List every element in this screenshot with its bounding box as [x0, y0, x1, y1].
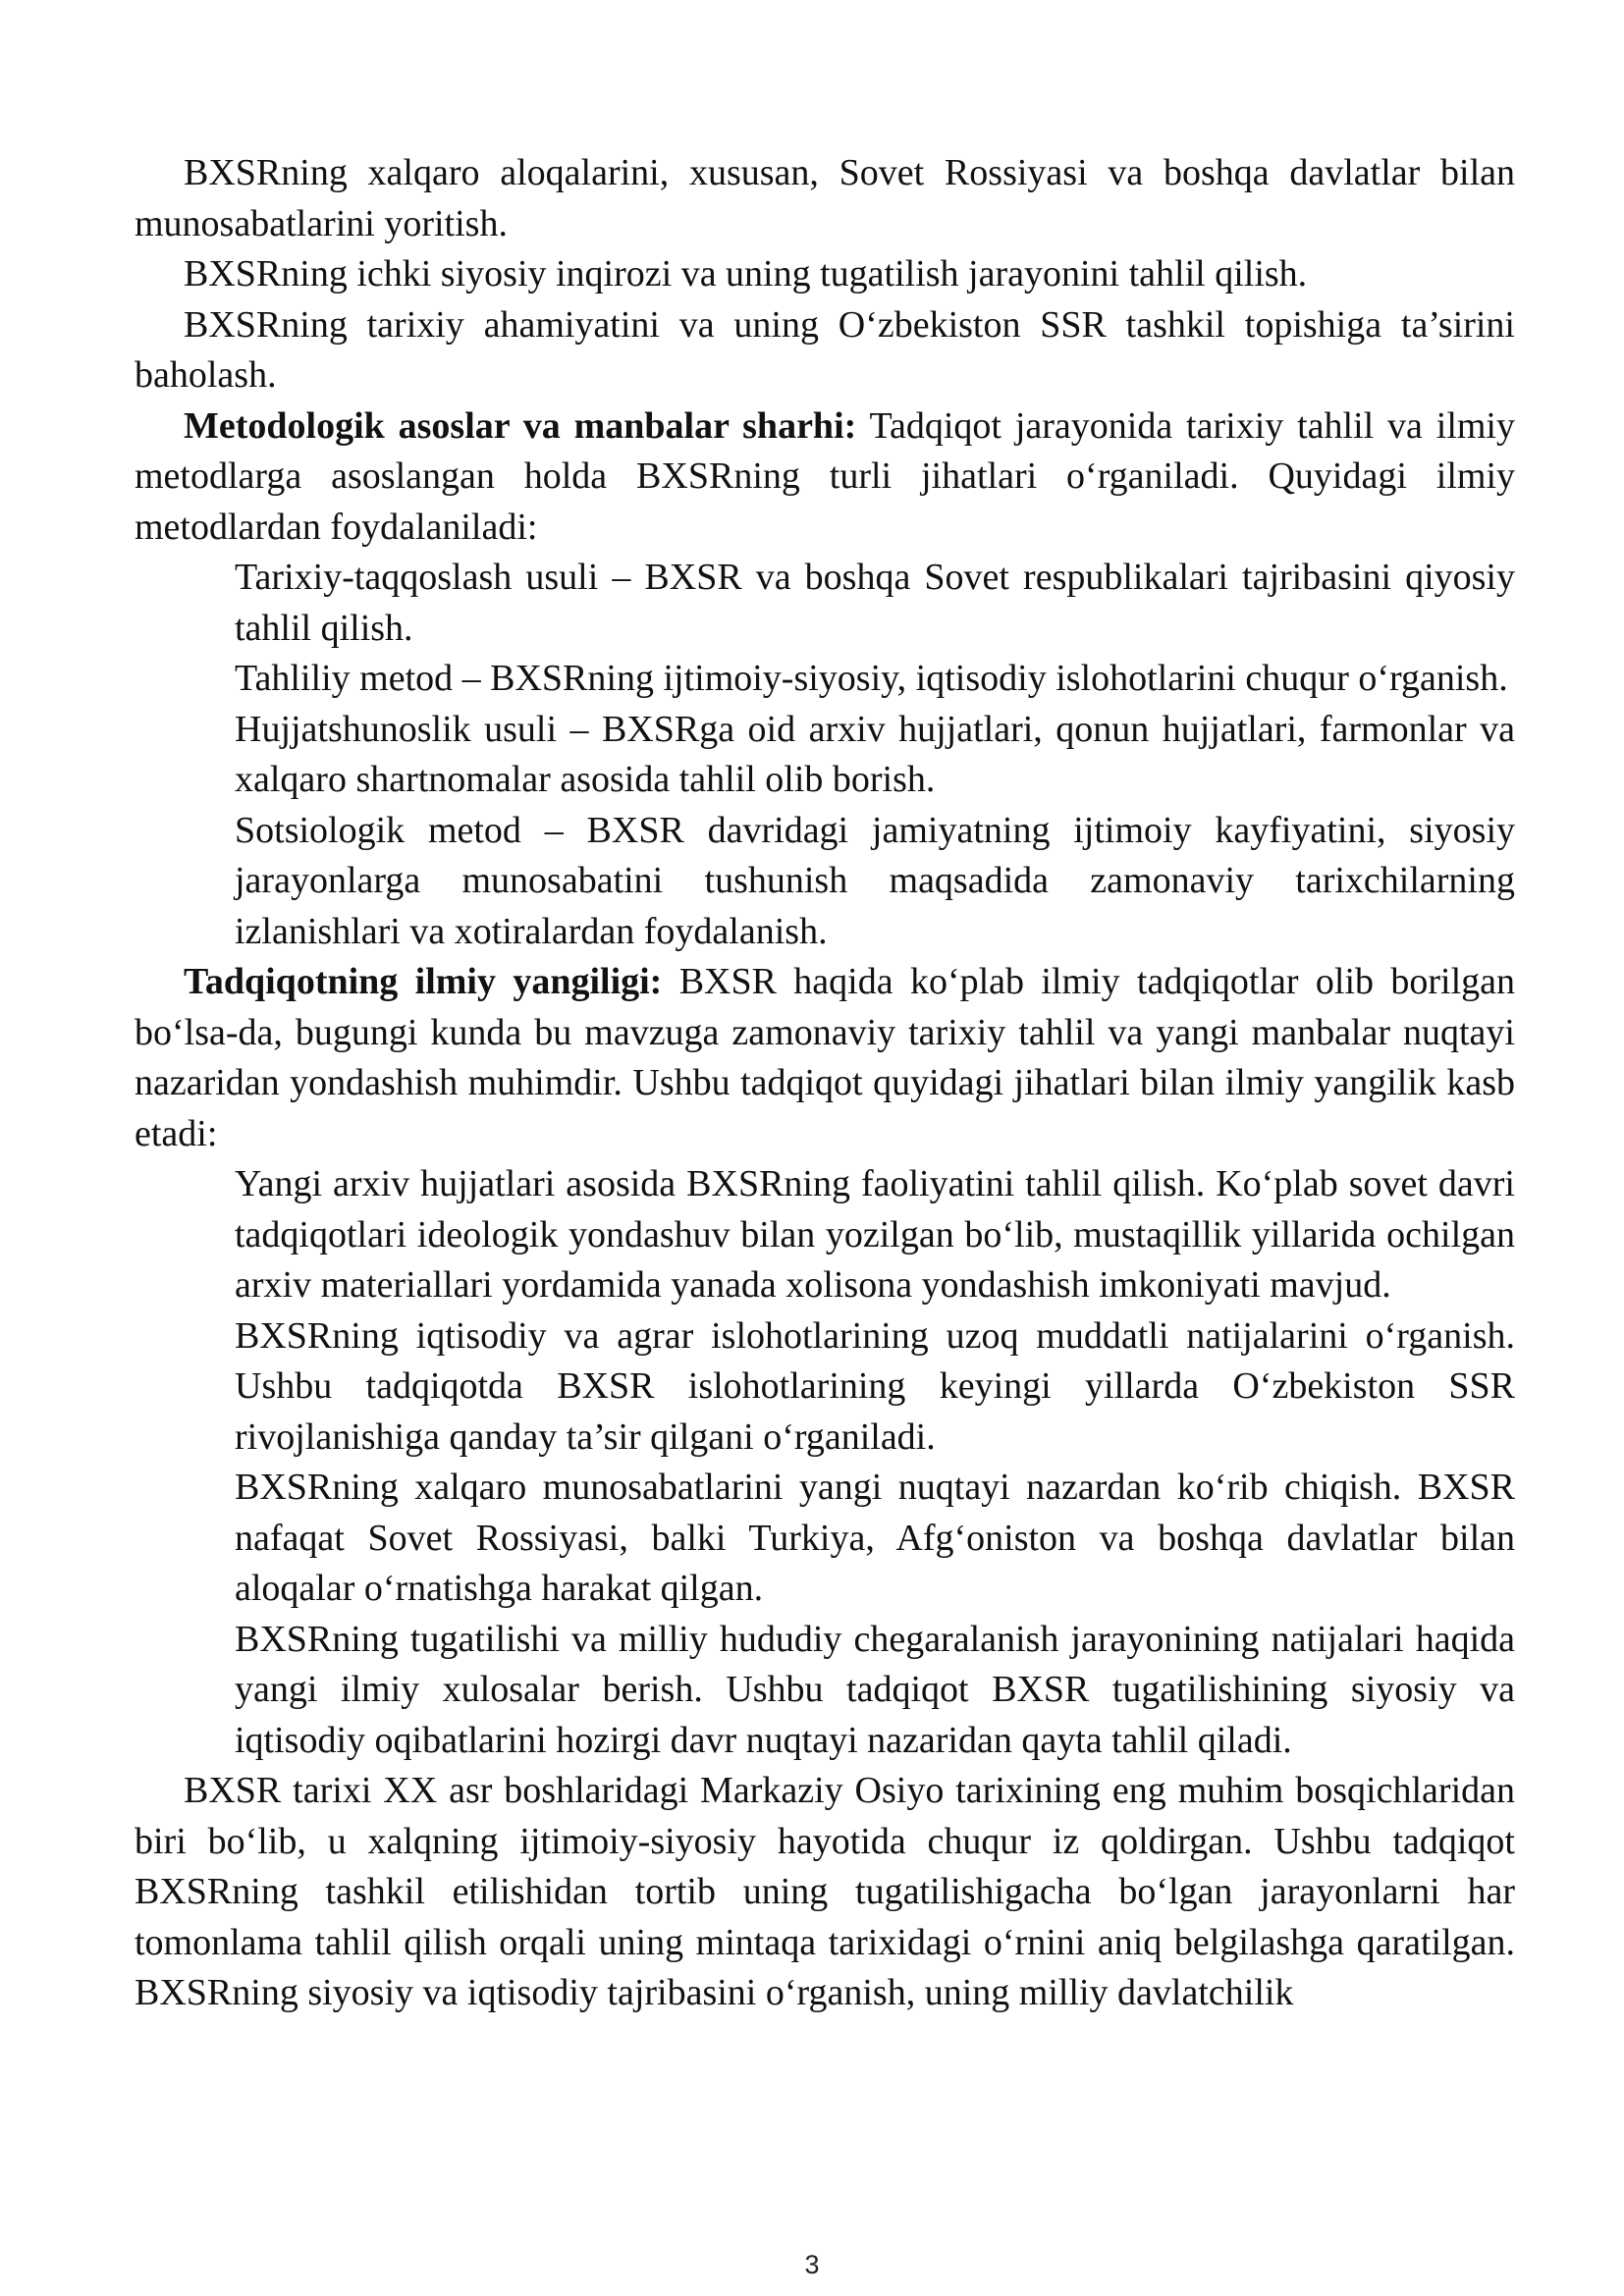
novelty-list-item: BXSRning xalqaro munosabatlarini yangi nuqtayi nazardan ko‘rib chiqish. BXSR nafaqat Sovet Rossiyasi, balki Turkiya, Afg‘oniston va boshqa davlatlar bilan aloqalar o‘rnatishga harakat qilgan. — [235, 1467, 1515, 1609]
document-page — [135, 148, 1515, 2019]
novelty-list-item: BXSRning tugatilishi va milliy hududiy chegaralanish jarayonining natijalari haqida yangi ilmiy xulosalar berish. Ushbu tadqiqot BXSR tugatilishining siyosiy va iqtisodiy oqibatlarini hozirgi davr nuqtayi nazaridan qayta tahlil qiladi. — [235, 1618, 1515, 1761]
conclusion-paragraph: BXSR tarixi XX asr boshlaridagi Markaziy Osiyo tarixining eng muhim bosqichlaridan biri bo‘lib, u xalqning ijtimoiy-siyosiy hayotida chuqur iz qoldirgan. Ushbu tadqiqot BXSRning tashkil etilishidan tortib uning tugatilishigacha bo‘lgan jarayonlarni har tomonlama tahlil qilish orqali uning mintaqa tarixidagi o‘rnini aniq belgilashga qaratilgan. BXSRning siyosiy va iqtisodiy tajribasini o‘rganish, uning milliy davlatchilik — [135, 1770, 1515, 2013]
page-number: 3 — [804, 2250, 820, 2279]
methodology-list-item: Tarixiy-taqqoslash usuli – BXSR va boshqa Sovet respublikalari tajribasini qiyosiy tahlil qilish. — [235, 557, 1515, 649]
methodology-paragraph — [135, 401, 1515, 554]
novelty-list-item: Yangi arxiv hujjatlari asosida BXSRning faoliyatini tahlil qilish. Ko‘plab sovet davri tadqiqotlari ideologik yondashuv bilan yozilgan bo‘lib, mustaqillik yillarida ochilgan arxiv materiallari yordamida yanada xolisona yondashish imkoniyati mavjud. — [235, 1163, 1515, 1306]
goal-paragraph: BXSRning tarixiy ahamiyatini va uning O‘zbekiston SSR tashkil topishiga ta’sirini baholash. — [135, 303, 1515, 396]
goal-paragraph: BXSRning xalqaro aloqalarini, xususan, Sovet Rossiyasi va boshqa davlatlar bilan munosabatlarini yoritish. — [135, 152, 1515, 244]
methodology-heading: Metodologik asoslar va manbalar sharhi: — [184, 404, 857, 447]
novelty-heading: Tadqiqotning ilmiy yangiligi: — [184, 961, 663, 1002]
novelty-list-item: BXSRning iqtisodiy va agrar islohotlarining uzoq muddatli natijalarini o‘rganish. Ushbu tadqiqotda BXSR islohotlarining keyingi yillarda O‘zbekiston SSR rivojlanishiga qanday ta’sir qilgani o‘rganiladi. — [235, 1314, 1515, 1458]
methodology-list-item: Sotsiologik metod – BXSR davridagi jamiyatning ijtimoiy kayfiyatini, siyosiy jarayonlarga munosabatini tushunish maqsadida zamonaviy tarixchilarning izlanishlari va xotiralardan foydalanish. — [235, 809, 1515, 952]
novelty-text: BXSR haqida ko‘plab ilmiy tadqiqotlar olib borilgan bo‘lsa-da, bugungi kunda bu mavzuga zamonaviy tarixiy tahlil va yangi manbalar nuqtayi nazaridan yondashish muhimdir. Ushbu tadqiqot quyidagi jihatlari bilan ilmiy yangilik kasb etadi: — [135, 961, 1515, 1154]
novelty-paragraph — [135, 957, 1515, 1159]
methodology-text: Tadqiqot jarayonida tarixiy tahlil va ilmiy metodlarga asoslangan holda BXSRning turli jihatlari o‘rganiladi. Quyidagi ilmiy metodlardan foydalaniladi: — [135, 404, 1515, 548]
methodology-list-item: Tahliliy metod – BXSRning ijtimoiy-siyosiy, iqtisodiy islohotlarini chuqur o‘rganish. — [235, 658, 1508, 699]
methodology-list-item: Hujjatshunoslik usuli – BXSRga oid arxiv hujjatlari, qonun hujjatlari, farmonlar va xalqaro shartnomalar asosida tahlil olib borish. — [235, 708, 1515, 800]
goal-paragraph: BXSRning ichki siyosiy inqirozi va uning tugatilish jarayonini tahlil qilish. — [184, 253, 1308, 294]
